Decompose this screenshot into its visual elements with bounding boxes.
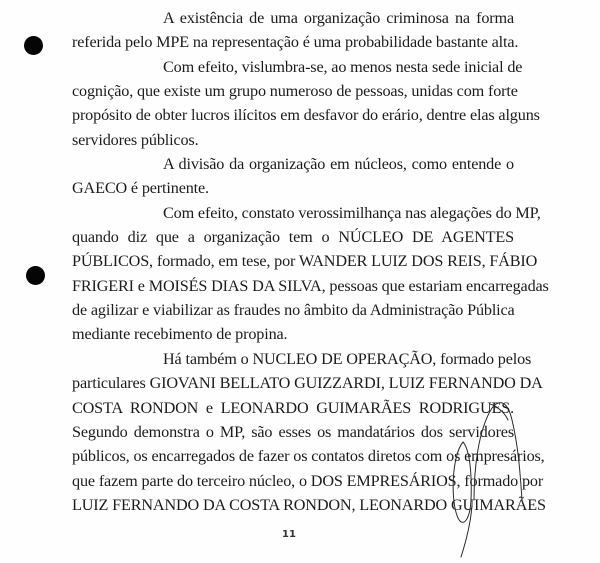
text-line: cognição, que existe um grupo numeroso de pessoas, unidas com forte: [72, 82, 518, 101]
text-line: particulares GIOVANI BELLATO GUIZZARDI, LUIZ FERNANDO DA: [72, 374, 543, 393]
text-line: propósito de obter lucros ilícitos em desfavor do erário, dentre elas alguns: [72, 106, 540, 125]
text-line: Segundo demonstra o MP, são esses os mandatários dos servidores: [72, 422, 514, 441]
paragraph: [72, 201, 549, 347]
text-line: FRIGERI e MOISÉS DIAS DA SILVA, pessoas que estariam encarregadas: [72, 276, 549, 295]
text-line: COSTA RONDON e LEONARDO GUIMARÃES RODRIGUES.: [72, 398, 514, 417]
text-line: GAECO é pertinente.: [72, 179, 209, 198]
paragraph: [72, 55, 540, 152]
punch-hole-middle: [26, 266, 45, 285]
text-line: Com efeito, vislumbra-se, ao menos nesta sede inicial de: [163, 57, 523, 76]
paragraph: [72, 347, 546, 517]
text-line: públicos, os encarregados de fazer os contatos diretos com os empresários,: [72, 447, 545, 466]
text-line: quando diz que a organização tem o NÚCLEO DE AGENTES: [72, 228, 514, 247]
text-line: A divisão da organização em núcleos, como entende o: [163, 155, 514, 174]
text-line: de agilizar e viabilizar as fraudes no âmbito da Administração Pública: [72, 301, 515, 320]
text-line: Há também o NUCLEO DE OPERAÇÃO, formado pelos: [163, 349, 532, 368]
text-line: Com efeito, constato verossimilhança nas alegações do MP,: [163, 203, 541, 222]
paragraph: [72, 152, 514, 201]
text-line: LUIZ FERNANDO DA COSTA RONDON, LEONARDO GUIMARÃES: [72, 495, 546, 514]
paragraph: [72, 6, 519, 55]
text-line: que fazem parte do terceiro núcleo, o DOS EMPRESÁRIOS, formado por: [72, 471, 544, 490]
text-line: mediante recebimento de propina.: [72, 325, 288, 344]
document-body: [72, 6, 549, 517]
punch-hole-top: [24, 36, 43, 55]
page-number: 11: [282, 529, 296, 540]
text-line: referida pelo MPE na representação é uma probabilidade bastante alta.: [72, 33, 519, 52]
text-line: A existência de uma organização criminosa na forma: [163, 9, 514, 27]
text-line: PÚBLICOS, formado, em tese, por WANDER LUIZ DOS REIS, FÁBIO: [72, 252, 538, 271]
text-line: servidores públicos.: [72, 130, 199, 149]
